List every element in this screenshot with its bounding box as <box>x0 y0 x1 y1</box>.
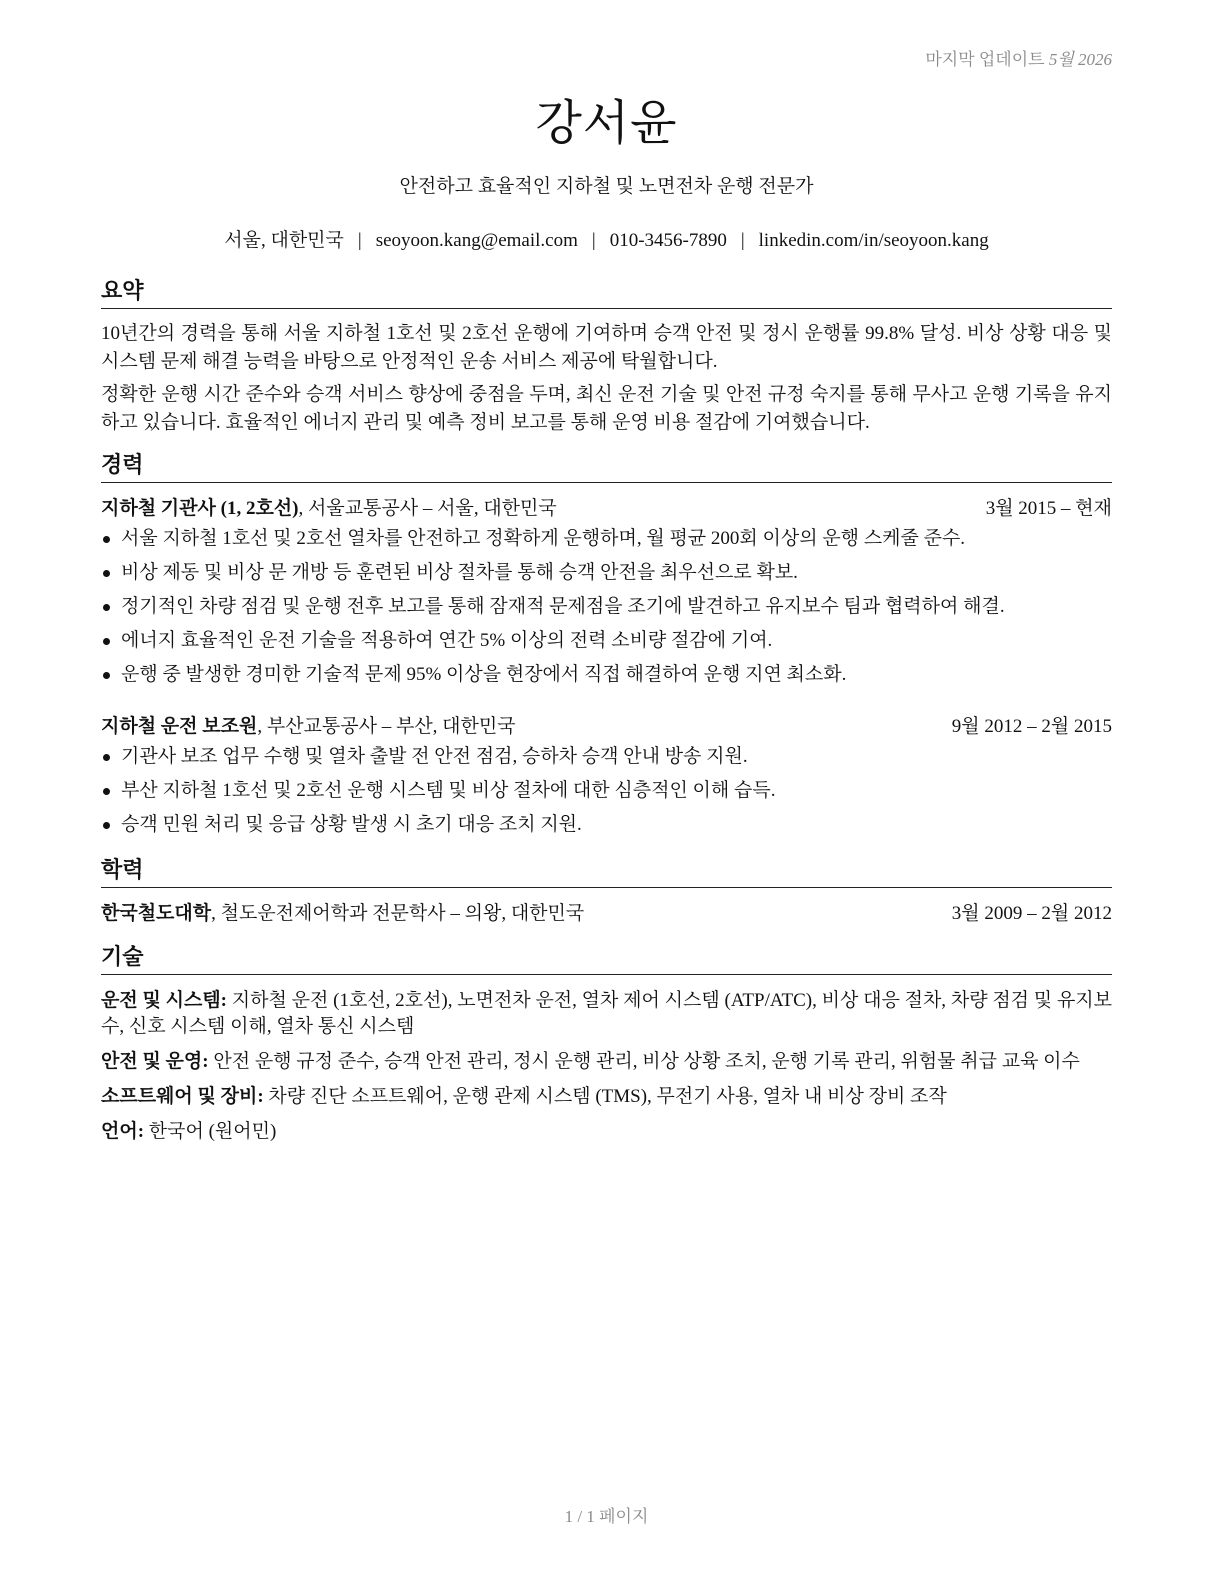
candidate-name: 강서윤 <box>535 95 678 151</box>
job-dates: 3월 2015 – 현재 <box>985 498 1112 519</box>
skill-label: 언어: <box>101 1121 145 1142</box>
skill-line <box>101 988 1112 1040</box>
last-updated-month: 5월 <box>1048 50 1074 69</box>
job-dates: 9월 2012 – 2월 2015 <box>951 716 1112 737</box>
bullet-item: 에너지 효율적인 운전 기술을 적용하여 연간 5% 이상의 전력 소비량 절감에 기여. <box>101 628 1112 654</box>
job-bullets <box>101 744 1112 846</box>
contact-separator: | <box>740 230 745 251</box>
bullet-item: 운행 중 발생한 경미한 기술적 문제 95% 이상을 현장에서 직접 해결하여 운행 지연 최소화. <box>101 662 1112 688</box>
skill-text: 차량 진단 소프트웨어, 운행 관제 시스템 (TMS), 무전기 사용, 열차 내 비상 장비 조작 <box>263 1086 947 1107</box>
school-name: 한국철도대학 <box>101 903 212 924</box>
tagline: 안전하고 효율적인 지하철 및 노면전차 운행 전문가 <box>399 176 814 197</box>
job-role: 지하철 기관사 (1, 2호선) <box>101 498 299 519</box>
job-org: , 부산교통공사 – 부산, 대한민국 <box>257 716 516 737</box>
skill-label: 소프트웨어 및 장비: <box>101 1086 264 1107</box>
bullet-icon <box>103 638 110 645</box>
job-header <box>101 496 1112 522</box>
bullet-icon <box>103 604 110 611</box>
bullet-item: 승객 민원 처리 및 응급 상황 발생 시 초기 대응 조치 지원. <box>101 812 1112 838</box>
skill-line <box>101 1084 1112 1110</box>
contact-email[interactable]: seoyoon.kang@email.com <box>375 230 578 251</box>
last-updated-label: 마지막 업데이트 <box>925 50 1045 69</box>
skill-text: 안전 운행 규정 준수, 승객 안전 관리, 정시 운행 관리, 비상 상황 조치, 운행 기록 관리, 위험물 취급 교육 이수 <box>208 1051 1080 1072</box>
skill-line <box>101 1049 1112 1075</box>
bullet-item: 정기적인 차량 점검 및 운행 전후 보고를 통해 잠재적 문제점을 조기에 발견하고 유지보수 팀과 협력하여 해결. <box>101 594 1112 620</box>
resume-page <box>101 0 1112 1584</box>
bullet-item: 비상 제동 및 비상 문 개방 등 훈련된 비상 절차를 통해 승객 안전을 최우선으로 확보. <box>101 560 1112 586</box>
contact-linkedin[interactable]: linkedin.com/in/seoyoon.kang <box>758 230 989 251</box>
bullet-icon <box>103 672 110 679</box>
job-bullets <box>101 526 1112 696</box>
page-number: 1 / 1 페이지 <box>564 1507 649 1526</box>
contact-phone: 010-3456-7890 <box>609 230 727 251</box>
section-title-education: 학력 <box>101 858 1112 888</box>
contact-separator: | <box>591 230 596 251</box>
job-org: , 서울교통공사 – 서울, 대한민국 <box>298 498 557 519</box>
bullet-icon <box>103 570 110 577</box>
education-dates: 3월 2009 – 2월 2012 <box>951 903 1112 924</box>
bullet-icon <box>103 754 110 761</box>
job-header <box>101 714 1112 740</box>
skill-text: 한국어 (원어민) <box>144 1121 277 1142</box>
section-title-skills: 기술 <box>101 945 1112 975</box>
job-role: 지하철 운전 보조원 <box>101 716 258 737</box>
bullet-item: 서울 지하철 1호선 및 2호선 열차를 안전하고 정확하게 운행하며, 월 평균 200회 이상의 운행 스케줄 준수. <box>101 526 1112 552</box>
contact-location: 서울, 대한민국 <box>224 230 344 251</box>
contact-separator: | <box>357 230 362 251</box>
last-updated-year: 2026 <box>1078 50 1112 69</box>
education-entry <box>101 901 1112 927</box>
bullet-icon <box>103 788 110 795</box>
skill-label: 안전 및 운영: <box>101 1051 209 1072</box>
summary-paragraph-1: 10년간의 경력을 통해 서울 지하철 1호선 및 2호선 운행에 기여하며 승객 안전 및 정시 운행률 99.8% 달성. 비상 상황 대응 및 시스템 문제 해결 능력을 바탕으로 안정적인 운송 서비스 제공에 탁월합니다. <box>101 323 1112 372</box>
summary-paragraph-2: 정확한 운행 시간 준수와 승객 서비스 향상에 중점을 두며, 최신 운전 기술 및 안전 규정 숙지를 통해 무사고 운행 기록을 유지하고 있습니다. 효율적인 에너지 관리 및 예측 정비 보고를 통해 운영 비용 절감에 기여했습니다. <box>101 384 1112 433</box>
bullet-item: 부산 지하철 1호선 및 2호선 운행 시스템 및 비상 절차에 대한 심층적인 이해 습득. <box>101 778 1112 804</box>
education-detail: , 철도운전제어학과 전문학사 – 의왕, 대한민국 <box>211 903 585 924</box>
bullet-item: 기관사 보조 업무 수행 및 열차 출발 전 안전 점검, 승하차 승객 안내 방송 지원. <box>101 744 1112 770</box>
bullet-icon <box>103 822 110 829</box>
last-updated <box>925 45 1112 70</box>
contact-line <box>101 225 1112 252</box>
skill-label: 운전 및 시스템: <box>101 990 228 1011</box>
skill-text: 지하철 운전 (1호선, 2호선), 노면전차 운전, 열차 제어 시스템 (ATP/ATC), 비상 대응 절차, 차량 점검 및 유지보수, 신호 시스템 이해, 열차 통신 시스템 <box>101 990 1113 1037</box>
skill-line <box>101 1119 1112 1145</box>
section-title-summary: 요약 <box>101 279 1112 309</box>
bullet-icon <box>103 536 110 543</box>
section-title-experience: 경력 <box>101 453 1112 483</box>
